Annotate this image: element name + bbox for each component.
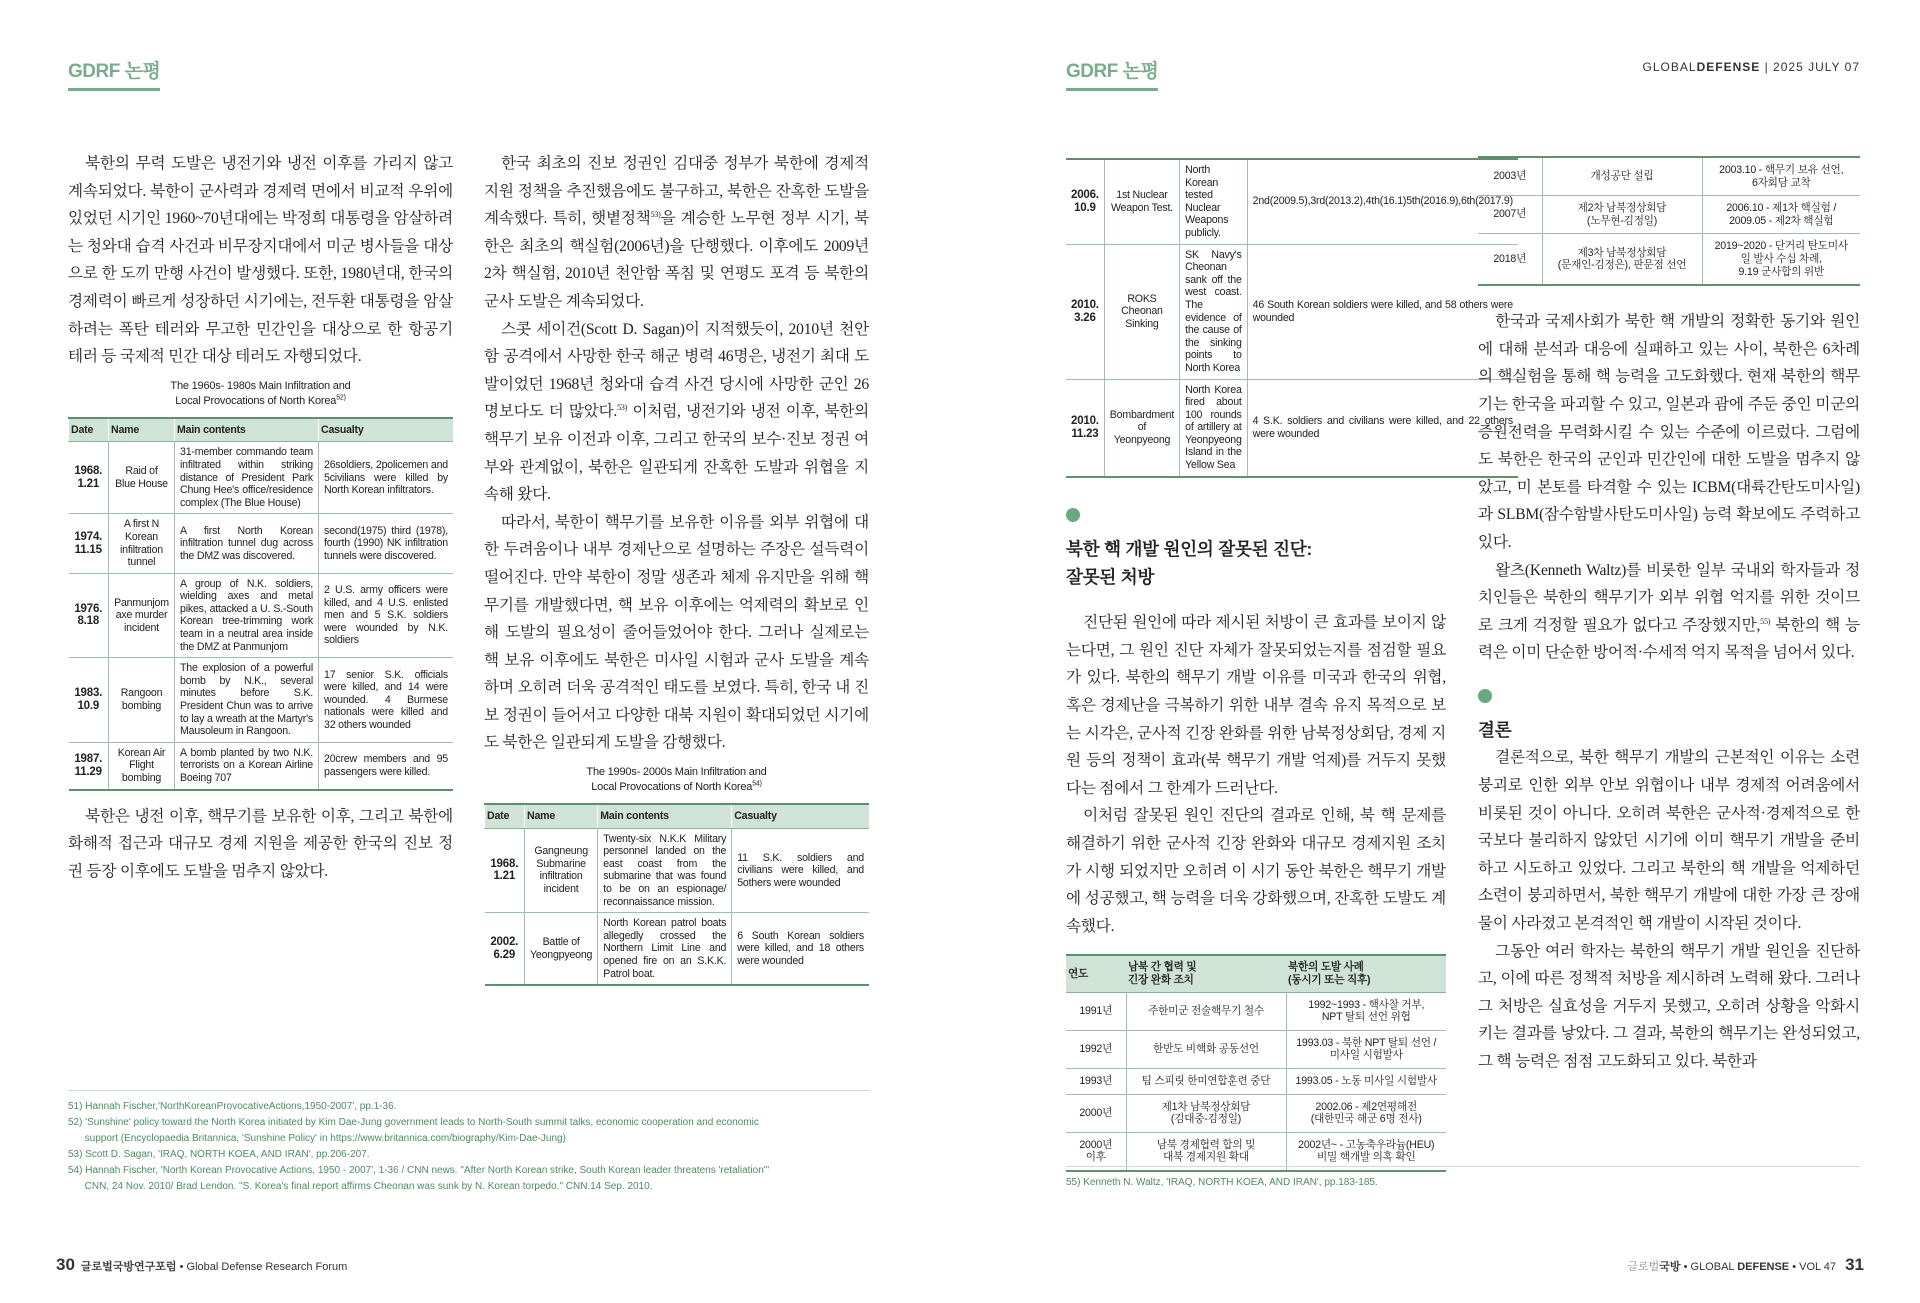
table-cell: 20crew members and 95 passengers were killed. [319,742,454,789]
column-header: Main contents [175,418,319,442]
table-cell: 2010. 11.23 [1066,379,1104,477]
left-column-1 [68,150,453,885]
page-number: 30 [56,1255,75,1274]
table-row [485,913,870,985]
table-cell: 남북 경제협력 합의 및 대북 경제지원 확대 [1126,1132,1286,1171]
column-header: Name [525,804,598,828]
footer-title: 글로벌국방연구포럼 [80,1261,177,1273]
paragraph: 스콧 세이건(Scott D. Sagan)이 지적했듯이, 2010년 천안함 공격에서 사망한 한국 해군 병력 46명은, 냉전기 최대 도발이었던 1968년 청와대 습격 사건 당시에 사망한 군인 26명보다도 더 많았다.$^{53)}$ 이처럼, 냉전기와 냉전 이후, 북한의 핵무기 보유 이전과 이후, 그리고 한국의 보수·진보 정권 여부와 관계없이, 북한은 일관되게 잔혹한 도발과 위협을 지속해 왔다. [484,320,869,504]
table-cell: 1992년 [1066,1030,1126,1068]
column-header: Main contents [598,804,732,828]
table-cell: Bombardment of Yeonpyeong [1104,379,1179,477]
table-cell: A group of N.K. soldiers, wielding axes and metal pikes, attacked a U. S.-South Korean tree-trimming work team in a neutral area inside the DMZ at Panmunjom [175,573,319,658]
table-cell: North Korea fired about 100 rounds of artillery at Yeonpyeong Island in the Yellow Sea [1180,379,1248,477]
table-row [1478,234,1860,285]
footnote: 55) Kenneth N. Waltz, 'IRAQ, NORTH KOEA, AND IRAN', pp.183-185. [1066,1177,1378,1188]
footer-brand-bold: 국방 [1659,1261,1681,1273]
table-cell: 2006.10 - 제1차 핵실험 / 2009.05 - 제2차 핵실험 [1702,196,1860,234]
footer-subtitle: • Global Defense Research Forum [176,1261,348,1273]
table-row [1066,1030,1446,1068]
caption-line: The 1990s- 2000s Main Infiltration and [586,766,767,779]
left-column-2 [484,150,869,986]
right-column-2 [1478,156,1860,1076]
section-bullet-icon [1066,508,1080,522]
table-cell: 제3차 남북정상회담 (문재인-김정은), 판문점 선언 [1542,234,1702,285]
paragraph: 북한은 냉전 이후, 핵무기를 보유한 이후, 그리고 북한에 화해적 접근과 대규모 경제 지원을 제공한 한국의 진보 정권 등장 이후에도 도발을 멈추지 않았다. [68,807,453,880]
table-cell: 제1차 남북정상회담 (김대중-김정일) [1126,1094,1286,1132]
table-cell: 2000년 [1066,1094,1126,1132]
table-row [1066,244,1518,379]
table-cell: 2 U.S. army officers were killed, and 4 U.S. enlisted men and 5 S.K. soldiers were wounded by N.K. soldiers [319,573,454,658]
footer-volume: • VOL 47 [1789,1261,1837,1273]
table-cell: A bomb planted by two N.K. terrorists on a Korean Airline Boeing 707 [175,742,319,789]
table-caption [484,765,869,795]
page-number: 31 [1845,1255,1864,1274]
table-row [485,828,870,913]
table-row [69,442,454,514]
footer-left [56,1255,347,1275]
cooperation-provocation-table [1066,954,1446,1172]
table-cell: Rangoon bombing [109,658,175,743]
section-tag-left: GDRF 논평 [68,56,160,83]
caption-line: Local Provocations of North Korea$^{54)}$ [591,780,762,794]
table-cell: 4 S.K. soldiers and civilians were killed, and 22 others were wounded [1247,379,1518,477]
table-row [1066,1068,1446,1094]
table-cell: Raid of Blue House [109,442,175,514]
table-cell: 26soldiers, 2policemen and 5civilians were killed by North Korean infiltrators. [319,442,454,514]
table-cell: 17 senior S.K. officials were killed, and 14 were wounded. 4 Burmese nationals were killed and 32 others wounded [319,658,454,743]
table-row [69,514,454,573]
table-cell: 팀 스피릿 한미연합훈련 중단 [1126,1068,1286,1094]
table-cell: Gangneung Submarine infiltration incident [525,828,598,913]
section-heading: 결론 [1478,720,1512,741]
table-cell: 46 South Korean soldiers were killed, and 58 others were wounded [1247,244,1518,379]
table-cell: 한반도 비핵화 공동선언 [1126,1030,1286,1068]
paragraph: 진단된 원인에 따라 제시된 처방이 큰 효과를 보이지 않는다면, 그 원인 진단 자체가 잘못되었는지를 점검할 필요가 있다. 북한의 핵무기 개발 이유를 미국과 한국의 위협, 혹은 경제난을 극복하기 위한 내부 결속 유지 목적으로 보는 시각은, 군사적 긴장 완화를 위한 남북정상회담, 경제 지원 등의 정책이 효과(북 핵무기 개발 억제)를 거두지 못했다는 점에서 그 한계가 드러난다. [1066,614,1446,797]
footer-brand: 글로벌 [1627,1261,1660,1273]
table-row [1066,1094,1446,1132]
table-cell: A first N Korean infiltration tunnel [109,514,175,573]
table-cell: 1968. 1.21 [485,828,525,913]
table-row [1066,379,1518,477]
table-cell: 2003.10 - 핵무기 보유 선언, 6자회담 교착 [1702,157,1860,196]
paragraph: 한국과 국제사회가 북한 핵 개발의 정확한 동기와 원인에 대해 분석과 대응에 실패하고 있는 사이, 북한은 6차례의 핵실험을 통해 핵 능력을 고도화했다. 현재 북한의 핵무기는 한국을 파괴할 수 있고, 일본과 괌에 주둔 중인 미군의 증원전력을 무력화시킬 수 있는 수준에 이르렀다. 그럼에도 북한은 한국의 군인과 민간인에 대한 도발을 멈추지 않았고, 미 본토를 타격할 수 있는 ICBM(대륙간탄도미사일)과 SLBM(잠수함발사탄도미사일) 능력 확보에도 주력하고 있다. [1478,313,1860,551]
paragraph: 이처럼 잘못된 원인 진단의 결과로 인해, 북 핵 문제를 해결하기 위한 군사적 긴장 완화와 대규모 경제지원 조치가 시행 되었지만 오히려 이 시기 동안 북한은 핵무기 개발에 성공했고, 핵 능력을 더욱 강화했으며, 잔혹한 도발도 계속했다. [1066,807,1446,935]
table-cell: The explosion of a powerful bomb by N.K., several minutes before S.K. President Chun was to arrive to lay a wreath at the Martyr's Mausoleum in Rangoon. [175,658,319,743]
footer-text-bold: DEFENSE [1737,1261,1790,1273]
paragraph: 따라서, 북한이 핵무기를 보유한 이유를 외부 위협에 대한 두려움이나 내부 경제난으로 설명하는 주장은 설득력이 떨어진다. 만약 북한이 정말 생존과 체제 유지만을 위해 핵무기를 개발했다면, 핵 보유 이후에는 억제력의 확보로 인해 도발의 필요성이 줄어들었어야 한다. 그러나 실제로는 핵 보유 이후에도 북한은 미사일 시험과 군사 도발을 계속하며 오히려 더욱 공격적인 태도를 보였다. 특히, 한국 내 진보 정권이 들어서고 다양한 대북 지원이 확대되었던 시기에도 북한은 일관되게 도발을 감행했다. [484,513,869,752]
table-cell: 2006. 10.9 [1066,159,1104,244]
table-cell: 2002.06 - 제2연평해전 (대한민국 해군 6명 전사) [1286,1094,1446,1132]
column-header: 북한의 도발 사례 (동시기 또는 직후) [1286,955,1446,992]
table-row [1478,157,1860,196]
section-tag-right: GDRF 논평 [1066,56,1158,83]
table-cell: 1993.05 - 노동 미사일 시험발사 [1286,1068,1446,1094]
table-cell: North Korean tested Nuclear Weapons publicly. [1180,159,1248,244]
table-cell: Panmunjom axe murder incident [109,573,175,658]
issue-header: GLOBALDEFENSE | 2025 JULY 07 [1642,60,1860,74]
table-caption [68,379,453,409]
paragraph: 결론적으로, 북한 핵무기 개발의 근본적인 이유는 소련 붕괴로 인한 외부 안보 위협이나 내부 경제적 어려움에서 비롯된 것이 아니다. 오히려 북한은 군사적·경제적으로 한국보다 불리하지 않았던 시기에 이미 핵무기 개발을 준비하고 시도하고 있었다. 그리고 북한의 핵 개발을 억제하던 소련이 붕괴하면서, 북한 핵무기 개발에 대한 가장 큰 장애물이 사라졌고 본격적인 핵 개발이 시작된 것이다. [1478,749,1860,933]
table-cell: 1st Nuclear Weapon Test. [1104,159,1179,244]
paragraph: 그동안 여러 학자는 북한의 핵무기 개발 원인을 진단하고, 이에 따른 정책적 처방을 제시하려 노력해 왔다. 그러나 그 처방은 실효성을 거두지 못했고, 오히려 상황을 악화시키는 결과를 낳았다. 그 결과, 북한의 핵무기는 완성되었고, 그 핵 능력은 점점 고도화되고 있다. 북한과 [1478,942,1860,1070]
table-cell: Korean Air Flight bombing [109,742,175,789]
footnote: support (Encyclopaedia Britannica, 'Sunshine Policy' in https://www.britannica.com/biography/Kim-Dae-Jung) [68,1133,566,1144]
table-cell: 2003년 [1478,157,1542,196]
table-cell: 1983. 10.9 [69,658,109,743]
footer-text: • GLOBAL [1680,1261,1738,1273]
table-cell: second(1975) third (1978), fourth (1990) NK infiltration tunnels were discovered. [319,514,454,573]
table-cell: 2nd(2009.5),3rd(2013.2),4th(16.1)5th(2016.9),6th(2017.9) [1247,159,1518,244]
table-cell: 31-member commando team infiltrated within striking distance of President Park Chung Hee's office/residence complex (The Blue House) [175,442,319,514]
table-cell: 주한미군 전술핵무기 철수 [1126,992,1286,1030]
table-cell: 1992~1993 - 핵사찰 거부, NPT 탈퇴 선언 위협 [1286,992,1446,1030]
table-cell: 1987. 11.29 [69,742,109,789]
provocations-table-continued [1066,158,1518,478]
footnotes-left [68,1090,870,1195]
table-cell: 2007년 [1478,196,1542,234]
section-heading: 북한 핵 개발 원인의 잘못된 진단: 잘못된 처방 [1066,539,1313,588]
table-cell: 1974. 11.15 [69,514,109,573]
table-row [1066,159,1518,244]
table-cell: 2002년~ - 고농축우라늄(HEU) 비밀 핵개발 의혹 확인 [1286,1132,1446,1171]
column-header: Date [69,418,109,442]
footer-right [1627,1255,1864,1275]
table-cell: 2010. 3.26 [1066,244,1104,379]
table-cell: 1991년 [1066,992,1126,1030]
table-row [69,573,454,658]
footnote: 52) 'Sunshine' policy toward the North Korea initiated by Kim Dae-Jung government leads to North-South summit talks, economic cooperation and economic [68,1117,759,1128]
column-header: 남북 간 협력 및 긴장 완화 조치 [1126,955,1286,992]
footnote: 53) Scott D. Sagan, 'IRAQ, NORTH KOEA, AND IRAN', pp.206-207. [68,1149,370,1160]
column-header: 연도 [1066,955,1126,992]
table-cell: 1993.03 - 북한 NPT 탈퇴 선언 / 미사일 시험발사 [1286,1030,1446,1068]
table-cell: Twenty-six N.K.K Military personnel landed on the east coast from the submarine that was found to be on an espionage/ reconnaissance mission. [598,828,732,913]
caption-line: Local Provocations of North Korea$^{52)}$ [175,394,346,407]
section-bullet-icon [1478,689,1492,703]
caption-line: The 1960s- 1980s Main Infiltration and [170,379,351,392]
table-cell: 2019~2020 - 단거리 탄도미사 일 발사 수십 차례, 9.19 군사합의 위반 [1702,234,1860,285]
table-cell: 1968. 1.21 [69,442,109,514]
table-row [1066,992,1446,1030]
table-row [69,742,454,789]
table-cell: Battle of Yeongpyeong [525,913,598,985]
footnotes-right [1066,1166,1860,1191]
table-cell: 6 South Korean soldiers were killed, and 18 others were wounded [732,913,869,985]
table-cell: 2000년 이후 [1066,1132,1126,1171]
table-cell: 개성공단 설립 [1542,157,1702,196]
table-cell: 1976. 8.18 [69,573,109,658]
table-cell: North Korean patrol boats allegedly crossed the Northern Limit Line and opened fire on an S.K.K. Patrol boat. [598,913,732,985]
cooperation-provocation-table-continued [1478,156,1860,286]
paragraph: 북한의 무력 도발은 냉전기와 냉전 이후를 가리지 않고 계속되었다. 북한이 군사력과 경제력 면에서 비교적 우위에 있었던 시기인 1960~70년대에는 박정희 대통령을 암살하려는 청와대 습격 사건과 비무장지대에서 미군 병사들을 대상으로 한 도끼 만행 사건이 발생했다. 또한, 1980년대, 한국의 경제력이 빠르게 성장하던 시기에는, 전두환 대통령을 암살하려는 폭탄 테러와 무고한 민간인을 대상으로 한 항공기 테러 등 국제적 민간 대상 테러도 자행되었다. [68,155,453,366]
column-header: Casualty [319,418,454,442]
paragraph: 왈츠(Kenneth Waltz)를 비롯한 일부 국내외 학자들과 정치인들은 북한의 핵무기가 외부 위협 억지를 위한 것이므로 크게 걱정할 필요가 없다고 주장했지만,$^{55)}$ 북한의 핵 능력은 이미 단순한 방어적·수세적 억지 목적을 넘어서 있다. [1478,561,1860,662]
table-cell: ROKS Cheonan Sinking [1104,244,1179,379]
table-cell: SK Navy's Cheonan sank off the west coast. The evidence of the cause of the sinking points to North Korea [1180,244,1248,379]
column-header: Name [109,418,175,442]
provocations-table-1990s-2000s [484,803,869,986]
table-cell: 1993년 [1066,1068,1126,1094]
table-row [69,658,454,743]
paragraph: 한국 최초의 진보 정권인 김대중 정부가 북한에 경제적 지원 정책을 추진했음에도 불구하고, 북한은 잔혹한 도발을 계속했다. 특히, 햇볕정책$^{53)}$을 계승한 노무현 정부 시기, 북한은 최초의 핵실험(2006년)을 단행했다. 이후에도 2009년 2차 핵실험, 2010년 천안함 폭침 및 연평도 포격 등 북한의 군사 도발은 계속되었다. [484,155,869,310]
table-cell: A first North Korean infiltration tunnel dug across the DMZ was discovered. [175,514,319,573]
table-cell: 2018년 [1478,234,1542,285]
table-cell: 2002. 6.29 [485,913,525,985]
footnote: 51) Hannah Fischer,'NorthKoreanProvocativeActions,1950-2007', pp.1-36. [68,1101,397,1112]
column-header: Casualty [732,804,869,828]
column-header: Date [485,804,525,828]
table-row [1478,196,1860,234]
table-cell: 제2차 남북정상회담 (노무현-김정일) [1542,196,1702,234]
provocations-table-1960s-1980s [68,417,453,791]
footnote: CNN, 24 Nov. 2010/ Brad Lendon. "S. Korea's final report affirms Cheonan was sunk by N. Korean torpedo." CNN.14 Sep. 2010. [68,1181,653,1192]
table-cell: 11 S.K. soldiers and civilians were killed, and 5others were wounded [732,828,869,913]
footnote: 54) Hannah Fischer, 'North Korean Provocative Actions, 1950 - 2007', 1-36 / CNN news. "After North Korean strike, South Korean leader threatens 'retaliation'" [68,1165,770,1176]
